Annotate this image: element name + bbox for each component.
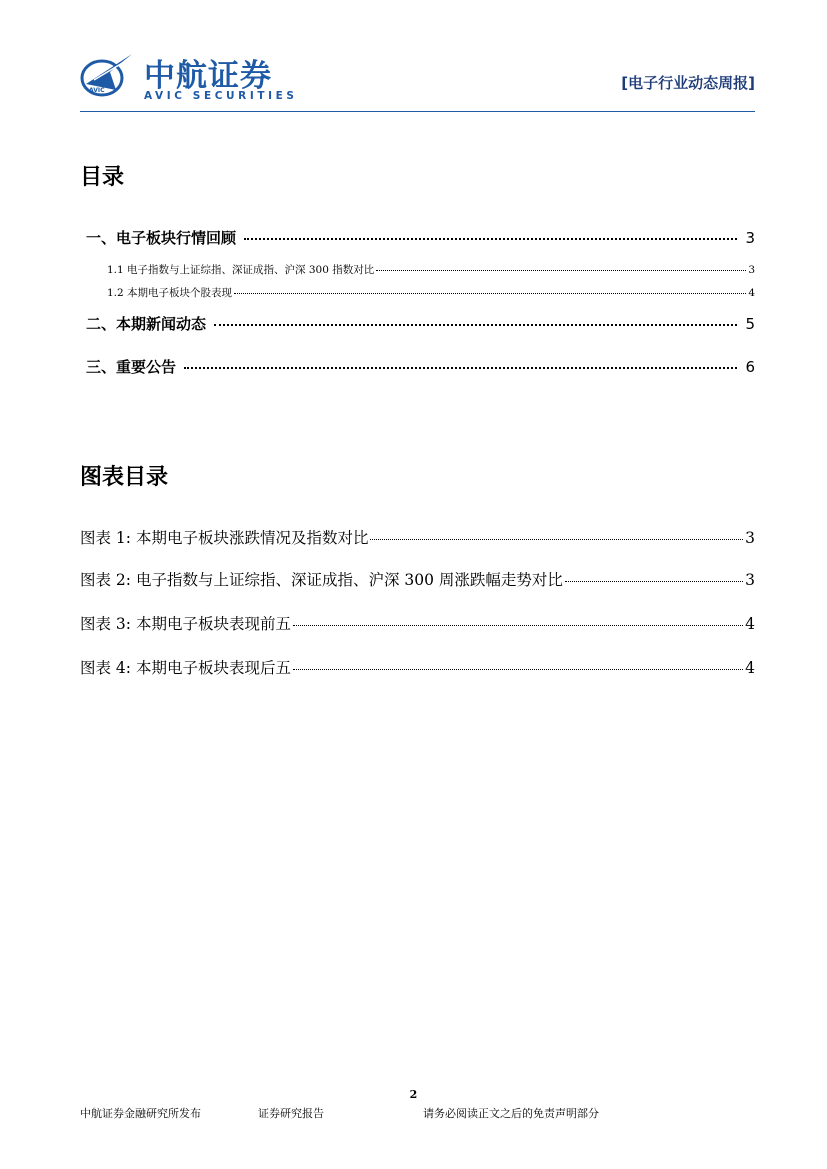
footer-publisher: 中航证券金融研究所发布 xyxy=(80,1107,201,1120)
figure-entry-label: 图表 3: 本期电子板块表现前五 xyxy=(80,615,291,633)
toc-entry[interactable] xyxy=(86,313,755,334)
report-type-tag: [电子行业动态周报] xyxy=(621,74,755,92)
toc-title: 目录 xyxy=(80,165,125,190)
leader-dots xyxy=(376,269,746,271)
toc-entry-label: 一、电子板块行情回顾 xyxy=(86,229,237,247)
svg-text:AVIC: AVIC xyxy=(89,87,105,94)
avic-logo-icon xyxy=(80,50,138,98)
figure-entry-page: 3 xyxy=(745,571,755,589)
leader-dots xyxy=(214,323,737,326)
brand-name-cn: 中航证券 xyxy=(144,58,272,94)
leader-dots xyxy=(565,580,743,582)
figure-entry-page: 3 xyxy=(745,529,755,547)
toc-entry-page: 5 xyxy=(745,315,755,333)
figure-entry-page: 4 xyxy=(745,615,755,633)
page-number: 2 xyxy=(409,1088,418,1101)
toc-entry[interactable] xyxy=(86,356,755,377)
footer-doc-type: 证券研究报告 xyxy=(258,1107,324,1120)
leader-dots xyxy=(244,237,737,240)
toc-entry-page: 3 xyxy=(745,229,755,247)
page-header xyxy=(80,46,755,112)
leader-dots xyxy=(293,624,743,626)
toc-entry-page: 3 xyxy=(748,264,755,276)
figure-entry[interactable] xyxy=(80,526,755,548)
leader-dots xyxy=(234,292,746,294)
leader-dots xyxy=(370,538,743,540)
brand-name-en: AVIC SECURITIES xyxy=(144,90,298,102)
toc-entry-label: 二、本期新闻动态 xyxy=(86,315,207,333)
toc-entry-page: 4 xyxy=(748,287,755,299)
toc-entry-label: 1.2 本期电子板块个股表现 xyxy=(107,287,233,299)
leader-dots xyxy=(184,366,737,369)
figure-entry-label: 图表 1: 本期电子板块涨跌情况及指数对比 xyxy=(80,529,369,547)
footer-disclaimer: 请务必阅读正文之后的免责声明部分 xyxy=(423,1107,599,1120)
toc-entry-page: 6 xyxy=(745,358,755,376)
figure-entry[interactable] xyxy=(80,568,755,590)
figure-entry[interactable] xyxy=(80,612,755,634)
header-divider xyxy=(80,111,755,112)
toc-entry-label: 三、重要公告 xyxy=(86,358,177,376)
figure-entry-label: 图表 2: 电子指数与上证综指、深证成指、沪深 300 周涨跌幅走势对比 xyxy=(80,571,563,589)
toc-entry-label: 1.1 电子指数与上证综指、深证成指、沪深 300 指数对比 xyxy=(107,264,375,276)
figure-list-title: 图表目录 xyxy=(80,465,169,490)
toc-subentry[interactable] xyxy=(107,262,755,277)
figure-entry-label: 图表 4: 本期电子板块表现后五 xyxy=(80,659,291,677)
toc-subentry[interactable] xyxy=(107,285,755,300)
leader-dots xyxy=(293,668,743,670)
figure-entry[interactable] xyxy=(80,656,755,678)
toc-entry[interactable] xyxy=(86,227,755,248)
figure-entry-page: 4 xyxy=(745,659,755,677)
